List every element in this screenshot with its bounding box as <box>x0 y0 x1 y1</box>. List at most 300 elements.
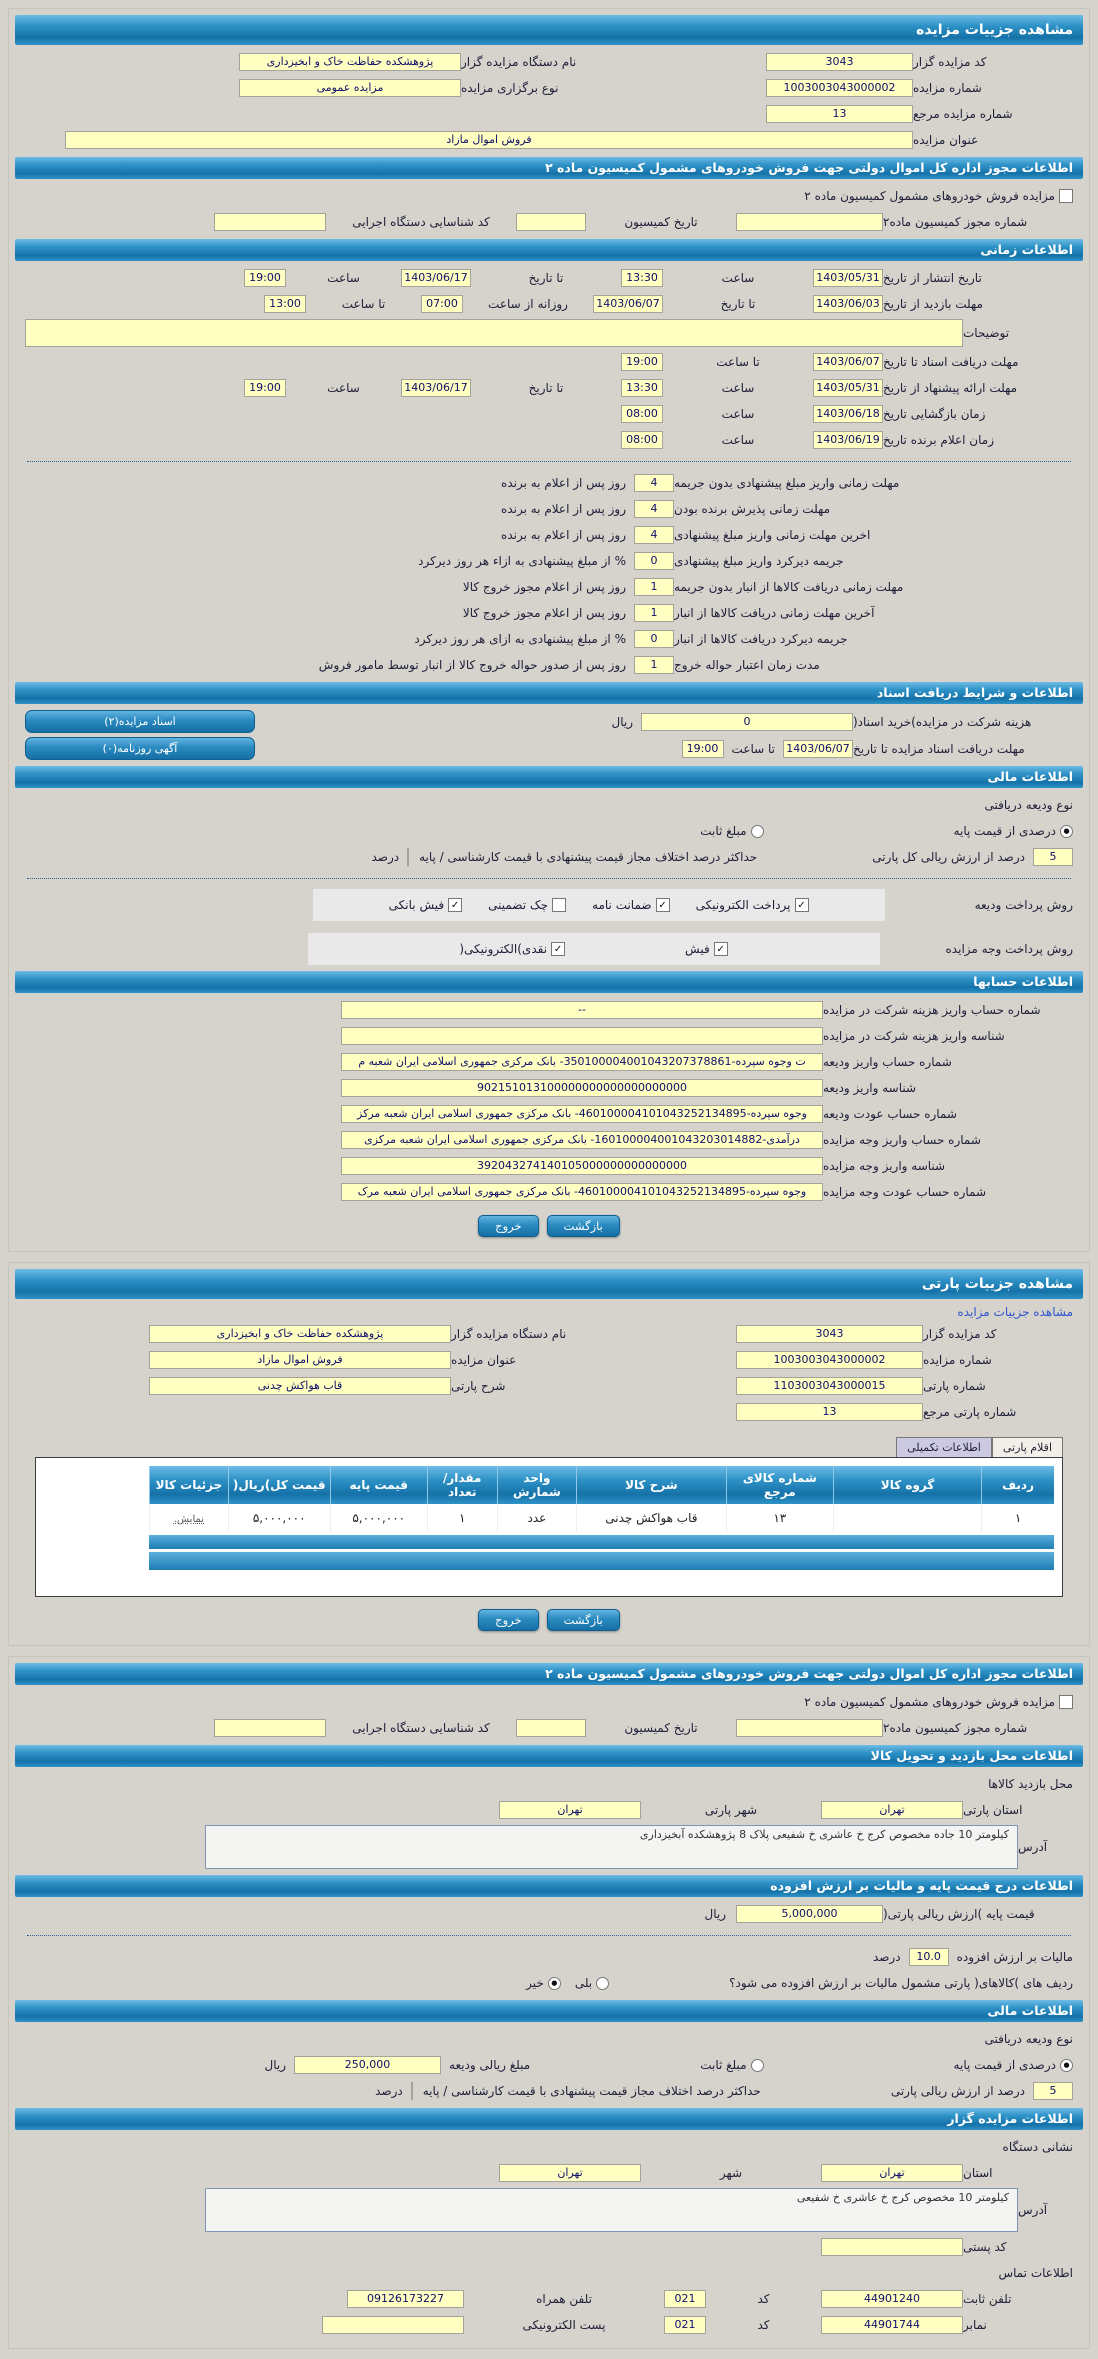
deposit-type-row <box>25 2028 1073 2050</box>
org-city-field[interactable]: تهران <box>499 2164 641 2182</box>
percent-of-base-radio[interactable]: ● <box>1060 2059 1073 2072</box>
cell-row-number: ۱ <box>982 1504 1054 1532</box>
penalty-value-field[interactable]: 4 <box>634 474 674 492</box>
penalty-label: آخرین مهلت زمانی دریافت کالاها از انبار <box>674 606 875 620</box>
percent-of-base-radio[interactable]: ● <box>1060 825 1073 838</box>
cash-electronic-label: نقدی)الکترونیکی( <box>459 942 548 956</box>
general-row-4 <box>25 129 1073 151</box>
penalty-value-field[interactable]: 1 <box>634 604 674 622</box>
payment-methods-label: روش پرداخت وجه مزایده <box>945 942 1073 956</box>
org-address-field[interactable]: کیلومتر 10 مخصوص کرج خ عاشری خ شفیعی <box>205 2188 1018 2232</box>
province-city-row <box>25 1799 1073 1821</box>
commission-date-field[interactable] <box>516 213 586 231</box>
account-row <box>25 1077 1073 1099</box>
phone-row <box>25 2288 1073 2310</box>
to-date-label: تا تاریخ <box>528 381 564 395</box>
secured-cheque-label: چک تضمینی <box>488 898 549 912</box>
cell-base-price: ۵,۰۰۰,۰۰۰ <box>330 1504 427 1532</box>
vat-field[interactable]: 10.0 <box>909 1948 949 1966</box>
max-diff-label: حداکثر درصد اختلاف مجاز قیمت پیشنهادی با قیمت کارشناسی / پایه <box>422 2084 761 2098</box>
auctioneer-code-label: کد مزایده گزار <box>913 55 987 69</box>
permit-section-header: اطلاعات مجوز اداره کل اموال دولتی جهت فروش خودروهای مشمول کمیسیون ماده ۲ <box>15 1663 1083 1685</box>
offer-from-time-field[interactable]: 13:30 <box>621 379 663 397</box>
panel1-buttons <box>9 1215 1089 1237</box>
madeh2-checkbox[interactable] <box>1059 189 1073 203</box>
org-province-label: استان <box>963 2166 993 2180</box>
party-row-3 <box>25 1375 1073 1397</box>
party-desc-field[interactable]: قاب هواکش چدنی <box>149 1377 451 1395</box>
penalty-value-field[interactable]: 1 <box>634 656 674 674</box>
hour-label: ساعت <box>327 381 360 395</box>
base-price-label: قیمت پایه )ارزش ریالی پارتی( <box>883 1907 1035 1921</box>
vat-question-row <box>25 1972 1073 1994</box>
account-field[interactable]: درآمدی-160100004001043203014882- بانک مرکزی جمهوری اسلامی ایران شعبه مرکزی <box>341 1131 823 1149</box>
method-item <box>592 898 670 912</box>
account-label: شناسه واریز هزینه شرکت در مزایده <box>823 1029 1005 1043</box>
agency-code-label: کد شناسایی دستگاه اجرایی <box>352 1721 490 1735</box>
winner-announce-row <box>25 429 1073 451</box>
party-extra-panel <box>8 1656 1090 2349</box>
org-name-label: نام دستگاه مزایده گزار <box>461 55 577 69</box>
hour-label: ساعت <box>327 271 360 285</box>
method-item <box>389 898 462 912</box>
contact-title-row <box>25 2262 1073 2284</box>
auction-docs-button[interactable]: اسناد مزایده(۲) <box>25 710 255 733</box>
offer-to-date-field[interactable]: 1403/06/17 <box>401 379 471 397</box>
permit-number-label: شماره مجوز کمیسیون ماده۲ <box>883 1721 1028 1735</box>
party-province-label: استان پارتی <box>963 1803 1023 1817</box>
winner-date-field[interactable]: 1403/06/19 <box>813 431 883 449</box>
party-items-table <box>149 1466 1054 1532</box>
percent-of-base-label: درصدی از قیمت پایه <box>953 824 1056 838</box>
publish-to-time-field[interactable]: 19:00 <box>244 269 286 287</box>
offer-deadline-row <box>25 377 1073 399</box>
rial-label: ریال <box>704 1907 726 1921</box>
penalty-label: جریمه دیرکرد دریافت کالاها از انبار <box>674 632 848 646</box>
bank-slip-label: فیش بانکی <box>388 898 445 912</box>
cell-count-unit: عدد <box>497 1504 577 1532</box>
penalty-suffix: روز پس از اعلام به برنده <box>501 502 626 516</box>
hour-label: ساعت <box>721 407 755 421</box>
auctioneer-code-field[interactable]: 3043 <box>766 53 913 71</box>
doc-deadline-row <box>25 737 1073 760</box>
offer-from-date-field[interactable]: 1403/05/31 <box>813 379 883 397</box>
party-desc-label: شرح پارتی <box>451 1379 506 1393</box>
description-label: توضیحات <box>963 326 1010 340</box>
to-date-label: تا تاریخ <box>720 297 756 311</box>
fixed-amount-radio[interactable] <box>751 2059 764 2072</box>
visit-to-time-field[interactable]: 13:00 <box>264 295 306 313</box>
penalty-label: مهلت زمانی واریز مبلغ پیشنهادی بدون جریمه <box>674 476 900 490</box>
fax-area-code-field[interactable]: 021 <box>664 2316 706 2334</box>
commission-date-label: تاریخ کمیسیون <box>624 1721 698 1735</box>
mobile-label: تلفن همراه <box>536 2292 592 2306</box>
exit-button[interactable]: خروج <box>478 1609 538 1631</box>
org-address-row <box>25 2188 1073 2232</box>
address-field[interactable]: کیلومتر 10 جاده مخصوص کرج خ عاشری خ شفیعی پلاک 8 پژوهشکده آبخیزداری <box>205 1825 1018 1869</box>
auction-title-label: عنوان مزایده <box>913 133 979 147</box>
area-code-field[interactable]: 021 <box>664 2290 706 2308</box>
phone-field[interactable]: 44901240 <box>821 2290 963 2308</box>
vat-question-label: ردیف های )کالاهای( پارتی مشمول مالیات بر ارزش افزوده می شود؟ <box>729 1976 1073 1990</box>
account-field[interactable]: ت وجوه سپرده-350100004001043207378861- بانک مرکزی جمهوری اسلامی ایران شعبه م <box>341 1053 823 1071</box>
timing-section-header: اطلاعات زمانی <box>15 239 1083 261</box>
docs-deadline-time-field[interactable]: 19:00 <box>621 353 663 371</box>
party-panel-title: مشاهده جزییات پارتی <box>15 1269 1083 1299</box>
offer-deadline-label: مهلت ارائه پیشنهاد از تاریخ <box>883 381 1018 395</box>
electronic-payment-checkbox[interactable]: ✓ <box>795 898 809 912</box>
agency-code-field[interactable] <box>214 1719 326 1737</box>
payment-methods-row <box>25 933 1073 965</box>
org-city-label: شهر <box>719 2166 743 2180</box>
org-province-field[interactable]: تهران <box>821 2164 963 2182</box>
opening-time-row <box>25 403 1073 425</box>
visit-from-date-field[interactable]: 1403/06/03 <box>813 295 883 313</box>
to-date-label: تا تاریخ <box>528 271 564 285</box>
penalty-value-field[interactable]: 4 <box>634 526 674 544</box>
deposit-methods-group <box>313 889 885 921</box>
address-label: آدرس <box>1018 1840 1048 1854</box>
email-field[interactable] <box>322 2316 464 2334</box>
permit-number-label: شماره مجوز کمیسیون ماده۲ <box>883 215 1028 229</box>
permit-checkbox-row <box>25 1691 1073 1713</box>
penalty-row <box>25 524 969 546</box>
daily-from-hour-label: روزانه از ساعت <box>488 297 568 311</box>
vat-yes-label: بلی <box>574 1976 593 1990</box>
penalty-row <box>25 550 969 572</box>
opening-date-field[interactable]: 1403/06/18 <box>813 405 883 423</box>
permit-fields-row <box>25 1717 1073 1739</box>
cell-goods-group <box>834 1504 982 1532</box>
postal-code-label: کد پستی <box>963 2240 1007 2254</box>
account-field[interactable]: وجوه سپرده-460100004101043252134895- بانک مرکزی جمهوری اسلامی ایران شعبه مرک <box>341 1183 823 1201</box>
percent-label: درصد <box>371 850 400 864</box>
vat-yes-radio[interactable] <box>596 1977 609 1990</box>
org-name-field[interactable]: پژوهشکده حفاظت خاک و ابخیزداری <box>149 1325 451 1343</box>
col-count-unit: واحد شمارش <box>497 1466 577 1504</box>
docs-deadline-row <box>25 351 1073 373</box>
deposit-radio-row <box>25 820 1073 842</box>
fixed-amount-label: مبلغ ثابت <box>700 824 747 838</box>
penalty-row <box>25 602 969 624</box>
penalty-row <box>25 472 969 494</box>
deposit-percent-row <box>25 846 1073 868</box>
base-price-field[interactable]: 5,000,000 <box>736 1905 883 1923</box>
penalty-suffix: روز پس از اعلام مجوز خروج کالا <box>462 580 626 594</box>
rial-label: ریال <box>264 2058 287 2072</box>
account-label: شناسه واریز ودیعه <box>823 1081 917 1095</box>
publish-from-date-field[interactable]: 1403/05/31 <box>813 269 883 287</box>
madeh2-checkbox-label: مزایده فروش خودروهای مشمول کمیسیون ماده ۲ <box>804 189 1055 203</box>
col-goods-details: جزئیات کالا <box>150 1466 229 1504</box>
auction-title-label: عنوان مزایده <box>451 1353 517 1367</box>
party-ref-field[interactable]: 13 <box>736 1403 923 1421</box>
account-row <box>25 1181 1073 1203</box>
penalty-suffix: % از مبلغ پیشنهادی به ازای هر روز دیرکرد <box>414 632 626 646</box>
org-name-field[interactable]: پژوهشکده حفاظت خاک و ابخیزداری <box>239 53 461 71</box>
agency-code-field[interactable] <box>214 213 326 231</box>
fax-row <box>25 2314 1073 2336</box>
account-row <box>25 1129 1073 1151</box>
account-label: شماره حساب واریز ودیعه <box>823 1055 952 1069</box>
org-address-title: نشانی دستگاه <box>1002 2140 1073 2154</box>
account-label: شماره حساب واریز هزینه شرکت در مزایده <box>823 1003 1041 1017</box>
cell-total-price: ۵,۰۰۰,۰۰۰ <box>228 1504 330 1532</box>
tab-party-items[interactable]: اقلام پارتی <box>992 1437 1063 1457</box>
deposit-radio-row <box>25 2054 1073 2076</box>
auctioneer-section-header: اطلاعات مزایده گزار <box>15 2108 1083 2130</box>
auction-details-link[interactable]: مشاهده جزییات مزایده <box>957 1305 1073 1319</box>
deposit-type-label: نوع ودیعه دریافتی <box>984 798 1073 812</box>
doc-fee-row <box>25 710 1073 733</box>
vat-no-radio[interactable]: ● <box>548 1977 561 1990</box>
col-total-price: قیمت کل)ریال( <box>228 1466 330 1504</box>
party-tabs <box>35 1437 1063 1457</box>
party-row-2 <box>25 1349 1073 1371</box>
slip-label: فیش <box>685 942 710 956</box>
doc-fee-field[interactable]: 0 <box>641 713 853 731</box>
permit-number-field[interactable] <box>736 1719 883 1737</box>
deposit-type-label: نوع ودیعه دریافتی <box>984 2032 1073 2046</box>
slip-checkbox[interactable]: ✓ <box>714 942 728 956</box>
permit-section-header: اطلاعات مجوز اداره کل اموال دولتی جهت فروش خودروهای مشمول کمیسیون ماده ۲ <box>15 157 1083 179</box>
address-row <box>25 1825 1073 1869</box>
table-filler-bar <box>149 1552 1054 1570</box>
publish-to-date-field[interactable]: 1403/06/17 <box>401 269 471 287</box>
cell-ref-goods-number: ۱۳ <box>726 1504 834 1532</box>
deposit-percent-label: درصد از ارزش ریالی کل پارتی <box>872 850 1025 864</box>
madeh2-checkbox[interactable] <box>1059 1695 1073 1709</box>
description-field[interactable] <box>25 319 963 347</box>
party-items-table-wrap <box>35 1457 1063 1597</box>
opening-time-label: زمان بازگشایی تاریخ <box>883 407 986 421</box>
table-filler-bar <box>149 1535 1054 1549</box>
penalty-value-field[interactable]: 0 <box>634 630 674 648</box>
area-code-label: کد <box>757 2292 770 2306</box>
party-ref-label: شماره پارتی مرجع <box>923 1405 1017 1419</box>
max-diff-field[interactable] <box>407 848 409 866</box>
to-hour-label: تا ساعت <box>731 741 775 756</box>
rial-label: ریال <box>611 714 633 729</box>
bank-slip-checkbox[interactable]: ✓ <box>448 898 462 912</box>
back-button[interactable]: بازگشت <box>547 1215 620 1237</box>
permit-checkbox-row <box>25 185 1073 207</box>
method-item <box>696 898 809 912</box>
vat-row <box>25 1946 1073 1968</box>
hour-label: ساعت <box>721 381 755 395</box>
cell-goods-desc: قاب هواکش چدنی <box>577 1504 726 1532</box>
max-diff-field[interactable] <box>411 2082 413 2100</box>
deposit-methods-row <box>25 889 1073 921</box>
party-row-1 <box>25 1323 1073 1345</box>
phone-label: تلفن ثابت <box>963 2292 1012 2306</box>
account-row <box>25 1155 1073 1177</box>
visit-place-section-header: اطلاعات محل بازدید و تحویل کالا <box>15 1745 1083 1767</box>
permit-number-field[interactable] <box>736 213 883 231</box>
deposit-amount-label: مبلغ ریالی ودیعه <box>449 2058 531 2072</box>
account-field[interactable]: 902151013100000000000000000000 <box>341 1079 823 1097</box>
penalty-row <box>25 654 969 676</box>
financial-section-header: اطلاعات مالی <box>15 766 1083 788</box>
general-row-1 <box>25 51 1073 73</box>
docs-deadline-date-field[interactable]: 1403/06/07 <box>813 353 883 371</box>
mobile-field[interactable]: 09126173227 <box>347 2290 464 2308</box>
org-name-label: نام دستگاه مزایده گزار <box>451 1327 567 1341</box>
general-row-2 <box>25 77 1073 99</box>
deposit-percent-row <box>25 2080 1073 2102</box>
publish-from-time-field[interactable]: 13:30 <box>621 269 663 287</box>
penalty-label: جریمه دیرکرد واریز مبلغ پیشنهادی <box>674 554 844 568</box>
fixed-amount-label: مبلغ ثابت <box>700 2058 747 2072</box>
base-price-section-header: اطلاعات درج قیمت پایه و مالیات بر ارزش افزوده <box>15 1875 1083 1897</box>
account-field[interactable]: 392043274140105000000000000000 <box>341 1157 823 1175</box>
party-row-4 <box>25 1401 1073 1423</box>
docs-section-header: اطلاعات و شرایط دریافت اسناد <box>15 682 1083 704</box>
auction-title-field[interactable]: فروش اموال مازاد <box>149 1351 451 1369</box>
permit-fields-row <box>25 211 1073 233</box>
account-field[interactable] <box>341 1027 823 1045</box>
account-field[interactable]: -- <box>341 1001 823 1019</box>
vat-no-label: خیر <box>526 1976 544 1990</box>
show-details-link[interactable]: نمایش. <box>173 1514 205 1525</box>
auctioneer-code-label: کد مزایده گزار <box>923 1327 997 1341</box>
payment-methods-group <box>308 933 880 965</box>
area-code-label: کد <box>757 2318 770 2332</box>
account-row <box>25 1025 1073 1047</box>
col-row-number: ردیف <box>982 1466 1054 1504</box>
auction-ref-field[interactable]: 13 <box>766 105 913 123</box>
tab-extra-info[interactable]: اطلاعات تکمیلی <box>896 1437 992 1457</box>
dotted-separator <box>27 1935 1071 1936</box>
winner-time-field[interactable]: 08:00 <box>621 431 663 449</box>
postal-code-field[interactable] <box>821 2238 963 2256</box>
auction-number-field[interactable]: 1003003043000002 <box>766 79 913 97</box>
back-button[interactable]: بازگشت <box>547 1609 620 1631</box>
auction-type-field[interactable]: مزایده عمومی <box>239 79 461 97</box>
visit-place-label-row <box>25 1773 1073 1795</box>
party-city-field[interactable]: تهران <box>499 1801 641 1819</box>
agency-code-label: کد شناسایی دستگاه اجرایی <box>352 215 490 229</box>
auction-details-panel <box>8 8 1090 1252</box>
col-quantity: مقدار/ تعداد <box>427 1466 497 1504</box>
cash-electronic-checkbox[interactable]: ✓ <box>551 942 565 956</box>
percent-label: درصد <box>375 2084 403 2098</box>
secured-cheque-checkbox[interactable] <box>552 898 566 912</box>
dotted-separator <box>27 878 1071 879</box>
auction-title-field[interactable]: فروش اموال مازاد <box>65 131 913 149</box>
panel2-buttons <box>9 1609 1089 1631</box>
description-row <box>25 319 1073 347</box>
panel-title: مشاهده جزییات مزایده <box>15 15 1083 45</box>
penalty-suffix: روز پس از اعلام به برنده <box>501 528 626 542</box>
penalty-row <box>25 628 969 650</box>
visit-place-label: محل بازدید کالاها <box>988 1777 1073 1791</box>
accounts-section-header: اطلاعات حسابها <box>15 971 1083 993</box>
penalty-value-field[interactable]: 1 <box>634 578 674 596</box>
fax-label: نمابر <box>963 2318 987 2332</box>
party-number-field[interactable]: 1103003043000015 <box>736 1377 923 1395</box>
doc-fee-label: هزینه شرکت در مزایده)خرید اسناد( <box>853 714 1032 729</box>
auction-number-label: شماره مزایده <box>913 81 982 95</box>
cell-quantity: ۱ <box>427 1504 497 1532</box>
account-label: شناسه واریز وجه مزایده <box>823 1159 946 1173</box>
deposit-amount-field[interactable]: 250,000 <box>294 2056 441 2074</box>
auction-number-field[interactable]: 1003003043000002 <box>736 1351 923 1369</box>
account-row <box>25 1051 1073 1073</box>
fixed-amount-radio[interactable] <box>751 825 764 838</box>
method-item <box>459 942 565 956</box>
doc-deadline-time-field[interactable]: 19:00 <box>682 740 724 758</box>
account-row <box>25 1103 1073 1125</box>
account-row <box>25 999 1073 1021</box>
auction-details-page <box>0 8 1098 2349</box>
party-city-label: شهر پارتی <box>704 1803 758 1817</box>
deposit-percent-field[interactable]: 5 <box>1033 2082 1073 2100</box>
exit-button[interactable]: خروج <box>478 1215 538 1237</box>
base-price-row <box>25 1903 1073 1925</box>
penalty-row <box>25 498 969 520</box>
commission-date-label: تاریخ کمیسیون <box>624 215 698 229</box>
doc-deadline-date-field[interactable]: 1403/06/07 <box>783 740 853 758</box>
publish-date-row <box>25 267 1073 289</box>
auction-type-label: نوع برگزاری مزایده <box>461 81 559 95</box>
col-ref-goods-number: شماره کالای مرجع <box>726 1466 834 1504</box>
general-row-3 <box>25 103 1073 125</box>
publish-date-label: تاریخ انتشار از تاریخ <box>883 271 982 285</box>
visit-from-time-field[interactable]: 07:00 <box>421 295 463 313</box>
auctioneer-code-field[interactable]: 3043 <box>736 1325 923 1343</box>
percent-label: درصد <box>872 1950 901 1964</box>
commission-date-field[interactable] <box>516 1719 586 1737</box>
docs-deadline-label: مهلت دریافت اسناد تا تاریخ <box>883 355 1019 369</box>
table-row <box>150 1504 1055 1532</box>
penalty-suffix: روز پس از اعلام به برنده <box>501 476 626 490</box>
postal-code-row <box>25 2236 1073 2258</box>
hour-label: ساعت <box>721 433 755 447</box>
org-address-label: آدرس <box>1018 2203 1048 2217</box>
penalty-label: مهلت زمانی پذیرش برنده بودن <box>674 502 831 516</box>
visit-date-row <box>25 293 1073 315</box>
newspaper-ads-button[interactable]: آگهی روزنامه(۰) <box>25 737 255 760</box>
col-base-price: قیمت پایه <box>330 1466 427 1504</box>
opening-time-field[interactable]: 08:00 <box>621 405 663 423</box>
deposit-methods-label: روش پرداخت ودیعه <box>974 898 1073 912</box>
penalty-value-field[interactable]: 4 <box>634 500 674 518</box>
account-field[interactable]: وجوه سپرده-460100004101043252134895- بانک مرکزی جمهوری اسلامی ایران شعبه مرکز <box>341 1105 823 1123</box>
party-number-label: شماره پارتی <box>923 1379 986 1393</box>
penalty-label: مهلت زمانی دریافت کالاها از انبار بدون جریمه <box>674 580 904 594</box>
visit-to-date-field[interactable]: 1403/06/07 <box>593 295 663 313</box>
doc-deadline-label: مهلت دریافت اسناد مزایده تا تاریخ <box>853 741 1025 756</box>
penalty-suffix: % از مبلغ پیشنهادی به ازاء هر روز دیرکرد <box>418 554 626 568</box>
deposit-type-row <box>25 794 1073 816</box>
fax-field[interactable]: 44901744 <box>821 2316 963 2334</box>
electronic-payment-label: پرداخت الکترونیکی <box>695 898 791 912</box>
guarantee-letter-label: ضمانت نامه <box>592 898 652 912</box>
penalty-label: اخرین مهلت زمانی واریز مبلغ پیشنهادی <box>674 528 871 542</box>
madeh2-checkbox-label: مزایده فروش خودروهای مشمول کمیسیون ماده ۲ <box>804 1695 1055 1709</box>
deposit-percent-field[interactable]: 5 <box>1033 848 1073 866</box>
account-label: شماره حساب واریز وجه مزایده <box>823 1133 981 1147</box>
contact-title: اطلاعات تماس <box>998 2266 1073 2280</box>
guarantee-letter-checkbox[interactable]: ✓ <box>656 898 670 912</box>
percent-of-base-label: درصدی از قیمت پایه <box>953 2058 1056 2072</box>
penalty-suffix: روز پس از صدور حواله خروج کالا از انبار توسط مامور فروش <box>318 658 626 672</box>
email-label: پست الکترونیکی <box>522 2318 606 2332</box>
offer-to-time-field[interactable]: 19:00 <box>244 379 286 397</box>
penalty-value-field[interactable]: 0 <box>634 552 674 570</box>
party-province-field[interactable]: تهران <box>821 1801 963 1819</box>
